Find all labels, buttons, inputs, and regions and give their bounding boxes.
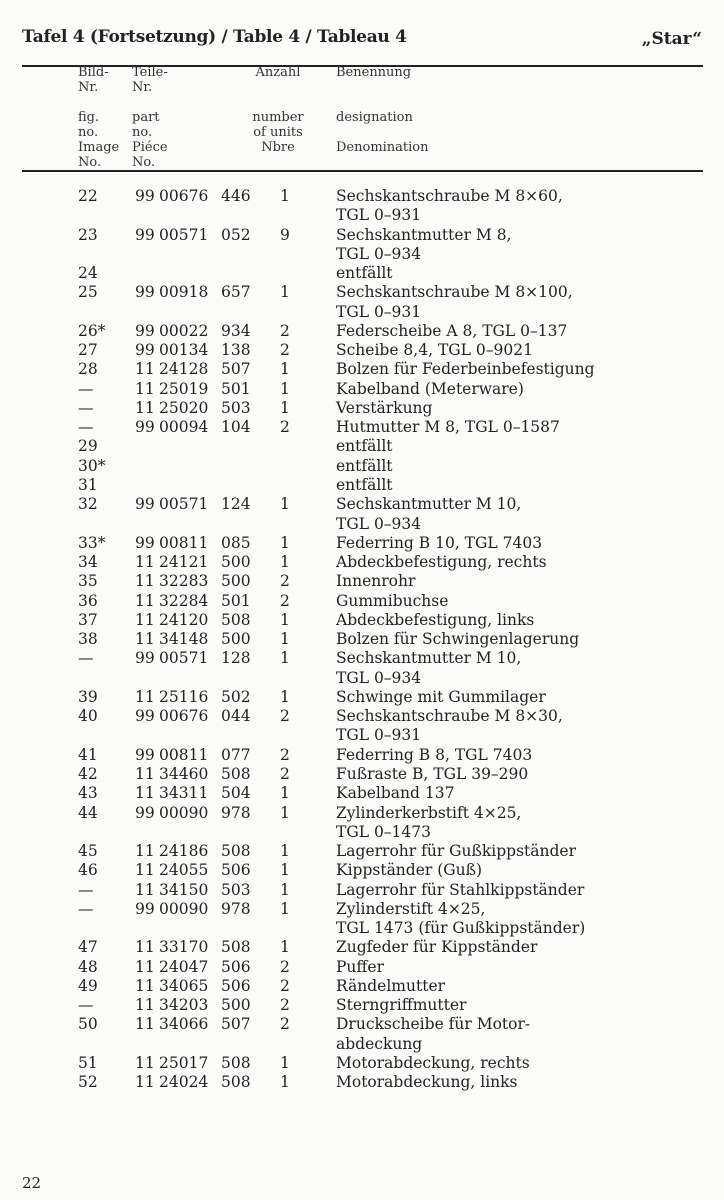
- fig-number: 34: [78, 553, 98, 572]
- fig-number: 46: [78, 861, 98, 880]
- part-number-suffix: 085: [221, 533, 251, 552]
- designation: Zylinderkerbstift 4×25, TGL 0–1473: [336, 803, 522, 841]
- quantity: 2: [280, 976, 290, 995]
- table-row: [0, 765, 724, 784]
- designation: Hutmutter M 8, TGL 0–1587: [336, 418, 560, 437]
- designation: Sechskantmutter M 10, TGL 0–934: [336, 495, 522, 533]
- designation: Lagerrohr für Gußkippständer: [336, 842, 576, 861]
- part-number-prefix: 11: [135, 861, 155, 880]
- part-number-middle: 24024: [159, 1073, 209, 1092]
- part-number-suffix: 504: [221, 784, 251, 803]
- table-row: [0, 707, 724, 746]
- quantity: 1: [280, 1073, 290, 1092]
- fig-number: 29: [78, 437, 98, 456]
- part-number-suffix: 052: [221, 225, 251, 244]
- designation: Sechskantmutter M 10, TGL 0–934: [336, 649, 522, 687]
- designation: Puffer: [336, 957, 385, 976]
- part-number-middle: 24055: [159, 861, 209, 880]
- quantity: 1: [280, 533, 290, 552]
- part-number-prefix: 11: [135, 572, 155, 591]
- fig-number: —: [78, 418, 94, 437]
- part-number-prefix: 11: [135, 976, 155, 995]
- part-number-middle: 25116: [159, 687, 209, 706]
- part-number-middle: 33170: [159, 938, 209, 957]
- quantity: 1: [280, 283, 290, 302]
- table-row: [0, 187, 724, 226]
- part-number-middle: 24128: [159, 360, 209, 379]
- table-row: [0, 457, 724, 476]
- part-number-prefix: 11: [135, 553, 155, 572]
- model-name: „Star“: [641, 29, 702, 49]
- part-number-suffix: 506: [221, 957, 251, 976]
- quantity: 2: [280, 957, 290, 976]
- part-number-middle: 00134: [159, 341, 209, 360]
- part-number-prefix: 11: [135, 996, 155, 1015]
- designation: Federring B 10, TGL 7403: [336, 533, 543, 552]
- part-number-middle: 00676: [159, 707, 209, 726]
- designation: Druckscheibe für Motor- abdeckung: [336, 1015, 531, 1053]
- designation: Abdeckbefestigung, rechts: [336, 553, 547, 572]
- table-row: [0, 360, 724, 379]
- designation: Federring B 8, TGL 7403: [336, 745, 533, 764]
- part-number-middle: 34460: [159, 764, 209, 783]
- table-row: [0, 226, 724, 265]
- fig-number: 31: [78, 475, 98, 494]
- part-number-suffix: 500: [221, 553, 251, 572]
- fig-number: 51: [78, 1053, 98, 1072]
- part-number-middle: 00571: [159, 649, 209, 668]
- table-row: [0, 784, 724, 803]
- designation: Sechskantschraube M 8×30, TGL 0–931: [336, 707, 563, 745]
- table-row: [0, 938, 724, 957]
- part-number-prefix: 11: [135, 610, 155, 629]
- table-row: [0, 900, 724, 939]
- fig-number: 35: [78, 572, 98, 591]
- designation: Zylinderstift 4×25, TGL 1473 (für Gußkippständer): [336, 899, 586, 938]
- fig-number: 50: [78, 1015, 98, 1034]
- part-number-suffix: 502: [221, 687, 251, 706]
- part-number-suffix: 657: [221, 283, 251, 302]
- designation: Sechskantmutter M 8, TGL 0–934: [336, 225, 512, 263]
- table-row: [0, 495, 724, 534]
- part-number-prefix: 11: [135, 842, 155, 861]
- fig-number: —: [78, 398, 94, 417]
- part-number-prefix: 11: [135, 1073, 155, 1092]
- part-number-prefix: 99: [135, 225, 155, 244]
- part-number-middle: 34311: [159, 784, 209, 803]
- table-row: [0, 958, 724, 977]
- fig-number: 43: [78, 784, 98, 803]
- table-row: [0, 572, 724, 591]
- part-number-prefix: 11: [135, 880, 155, 899]
- page-number: 22: [22, 1174, 42, 1192]
- quantity: 1: [280, 899, 290, 918]
- fig-number: 36: [78, 591, 98, 610]
- part-number-middle: 00571: [159, 225, 209, 244]
- part-number-suffix: 503: [221, 398, 251, 417]
- part-number-middle: 25019: [159, 379, 209, 398]
- fig-number: 23: [78, 225, 98, 244]
- designation: Bolzen für Federbeinbefestigung: [336, 360, 595, 379]
- table-row: [0, 380, 724, 399]
- parts-table: [0, 187, 724, 1092]
- table-row: [0, 649, 724, 688]
- designation: Sechskantschraube M 8×60, TGL 0–931: [336, 187, 563, 225]
- table-row: [0, 592, 724, 611]
- quantity: 1: [280, 803, 290, 822]
- table-title: Tafel 4 (Fortsetzung) / Table 4 / Tableau 4: [22, 27, 407, 47]
- fig-number: 32: [78, 495, 98, 514]
- table-row: [0, 861, 724, 880]
- fig-number: 45: [78, 842, 98, 861]
- designation: Kippständer (Guß): [336, 861, 483, 880]
- column-header-fig: Bild- Nr. fig. no. Image No.: [78, 65, 120, 170]
- part-number-suffix: 104: [221, 418, 251, 437]
- part-number-suffix: 503: [221, 880, 251, 899]
- part-number-middle: 00090: [159, 899, 209, 918]
- part-number-prefix: 99: [135, 745, 155, 764]
- quantity: 9: [280, 225, 290, 244]
- designation: entfällt: [336, 475, 393, 494]
- table-row: [0, 688, 724, 707]
- part-number-prefix: 99: [135, 533, 155, 552]
- quantity: 1: [280, 938, 290, 957]
- part-number-prefix: 99: [135, 495, 155, 514]
- designation: Rändelmutter: [336, 976, 446, 995]
- part-number-middle: 24186: [159, 842, 209, 861]
- part-number-middle: 00918: [159, 283, 209, 302]
- fig-number: 42: [78, 764, 98, 783]
- part-number-suffix: 508: [221, 610, 251, 629]
- table-row: [0, 842, 724, 861]
- part-number-prefix: 11: [135, 398, 155, 417]
- part-number-middle: 25020: [159, 398, 209, 417]
- column-header-desc: Benennung designation Denomination: [336, 65, 429, 155]
- fig-number: 49: [78, 976, 98, 995]
- designation: Scheibe 8,4, TGL 0–9021: [336, 341, 533, 360]
- quantity: 2: [280, 764, 290, 783]
- part-number-middle: 00022: [159, 321, 209, 340]
- quantity: 2: [280, 591, 290, 610]
- part-number-prefix: 11: [135, 938, 155, 957]
- part-number-prefix: 11: [135, 591, 155, 610]
- part-number-prefix: 11: [135, 1015, 155, 1034]
- fig-number: —: [78, 899, 94, 918]
- part-number-middle: 00676: [159, 187, 209, 205]
- part-number-middle: 00090: [159, 803, 209, 822]
- designation: Kabelband (Meterware): [336, 379, 524, 398]
- fig-number: 47: [78, 938, 98, 957]
- part-number-prefix: 11: [135, 957, 155, 976]
- part-number-prefix: 11: [135, 360, 155, 379]
- fig-number: 44: [78, 803, 98, 822]
- designation: Verstärkung: [336, 398, 433, 417]
- part-number-suffix: 128: [221, 649, 251, 668]
- table-row: [0, 283, 724, 322]
- table-row: [0, 322, 724, 341]
- quantity: 1: [280, 187, 290, 205]
- table-row: [0, 553, 724, 572]
- table-row: [0, 1073, 724, 1092]
- part-number-middle: 24047: [159, 957, 209, 976]
- part-number-prefix: 11: [135, 1053, 155, 1072]
- fig-number: 48: [78, 957, 98, 976]
- part-number-middle: 00094: [159, 418, 209, 437]
- quantity: 1: [280, 379, 290, 398]
- part-number-prefix: 99: [135, 321, 155, 340]
- part-number-suffix: 501: [221, 379, 251, 398]
- part-number-prefix: 99: [135, 899, 155, 918]
- part-number-middle: 32284: [159, 591, 209, 610]
- part-number-suffix: 978: [221, 899, 251, 918]
- part-number-suffix: 500: [221, 630, 251, 649]
- part-number-suffix: 506: [221, 976, 251, 995]
- table-row: [0, 804, 724, 843]
- fig-number: 38: [78, 630, 98, 649]
- designation: Abdeckbefestigung, links: [336, 610, 535, 629]
- designation: Innenrohr: [336, 572, 416, 591]
- table-row: [0, 534, 724, 553]
- part-number-middle: 00571: [159, 495, 209, 514]
- part-number-prefix: 11: [135, 687, 155, 706]
- table-row: [0, 264, 724, 283]
- part-number-prefix: 99: [135, 707, 155, 726]
- quantity: 1: [280, 495, 290, 514]
- designation: Kabelband 137: [336, 784, 455, 803]
- quantity: 1: [280, 861, 290, 880]
- quantity: 2: [280, 707, 290, 726]
- table-row: [0, 476, 724, 495]
- designation: entfällt: [336, 264, 393, 283]
- part-number-suffix: 507: [221, 360, 251, 379]
- part-number-suffix: 508: [221, 764, 251, 783]
- part-number-prefix: 11: [135, 764, 155, 783]
- fig-number: 33*: [78, 533, 106, 552]
- quantity: 2: [280, 341, 290, 360]
- designation: Gummibuchse: [336, 591, 449, 610]
- part-number-middle: 24121: [159, 553, 209, 572]
- fig-number: 39: [78, 687, 98, 706]
- part-number-suffix: 978: [221, 803, 251, 822]
- part-number-prefix: 11: [135, 379, 155, 398]
- table-row: [0, 341, 724, 360]
- part-number-suffix: 934: [221, 321, 251, 340]
- designation: Sechskantschraube M 8×100, TGL 0–931: [336, 283, 573, 321]
- quantity: 2: [280, 745, 290, 764]
- table-row: [0, 399, 724, 418]
- quantity: 1: [280, 1053, 290, 1072]
- designation: Federscheibe A 8, TGL 0–137: [336, 321, 568, 340]
- fig-number: 37: [78, 610, 98, 629]
- part-number-middle: 25017: [159, 1053, 209, 1072]
- part-number-prefix: 99: [135, 341, 155, 360]
- quantity: 2: [280, 996, 290, 1015]
- part-number-middle: 32283: [159, 572, 209, 591]
- designation: entfällt: [336, 456, 393, 475]
- part-number-suffix: 138: [221, 341, 251, 360]
- part-number-suffix: 508: [221, 938, 251, 957]
- part-number-suffix: 508: [221, 1073, 251, 1092]
- fig-number: 52: [78, 1073, 98, 1092]
- designation: entfällt: [336, 437, 393, 456]
- part-number-prefix: 99: [135, 649, 155, 668]
- designation: Schwinge mit Gummilager: [336, 687, 546, 706]
- quantity: 2: [280, 572, 290, 591]
- designation: Zugfeder für Kippständer: [336, 938, 538, 957]
- fig-number: —: [78, 649, 94, 668]
- part-number-suffix: 501: [221, 591, 251, 610]
- part-number-suffix: 044: [221, 707, 251, 726]
- quantity: 1: [280, 687, 290, 706]
- fig-number: 25: [78, 283, 98, 302]
- quantity: 1: [280, 553, 290, 572]
- designation: Motorabdeckung, rechts: [336, 1053, 530, 1072]
- part-number-suffix: 500: [221, 572, 251, 591]
- fig-number: —: [78, 379, 94, 398]
- fig-number: —: [78, 880, 94, 899]
- part-number-middle: 00811: [159, 745, 209, 764]
- part-number-middle: 34065: [159, 976, 209, 995]
- quantity: 1: [280, 610, 290, 629]
- part-number-prefix: 99: [135, 803, 155, 822]
- designation: Lagerrohr für Stahlkippständer: [336, 880, 585, 899]
- part-number-suffix: 077: [221, 745, 251, 764]
- quantity: 1: [280, 649, 290, 668]
- quantity: 1: [280, 842, 290, 861]
- part-number-middle: 34066: [159, 1015, 209, 1034]
- part-number-middle: 24120: [159, 610, 209, 629]
- designation: Motorabdeckung, links: [336, 1073, 518, 1092]
- part-number-suffix: 508: [221, 842, 251, 861]
- designation: Sterngriffmutter: [336, 996, 467, 1015]
- part-number-middle: 34148: [159, 630, 209, 649]
- part-number-suffix: 124: [221, 495, 251, 514]
- fig-number: 26*: [78, 321, 106, 340]
- part-number-prefix: 11: [135, 630, 155, 649]
- table-row: [0, 1054, 724, 1073]
- fig-number: 40: [78, 707, 98, 726]
- part-number-suffix: 506: [221, 861, 251, 880]
- table-row: [0, 611, 724, 630]
- table-row: [0, 977, 724, 996]
- table-row: [0, 881, 724, 900]
- part-number-suffix: 446: [221, 187, 251, 205]
- fig-number: 27: [78, 341, 98, 360]
- table-row: [0, 746, 724, 765]
- quantity: 1: [280, 880, 290, 899]
- part-number-prefix: 99: [135, 187, 155, 205]
- part-number-suffix: 507: [221, 1015, 251, 1034]
- column-header-qty: Anzahl number of units Nbre: [252, 65, 304, 155]
- quantity: 2: [280, 1015, 290, 1034]
- header-divider: [22, 170, 703, 172]
- table-row: [0, 418, 724, 437]
- quantity: 1: [280, 630, 290, 649]
- designation: Bolzen für Schwingenlagerung: [336, 630, 580, 649]
- column-header-part: Teile- Nr. part no. Piéce No.: [132, 65, 168, 170]
- part-number-suffix: 508: [221, 1053, 251, 1072]
- fig-number: 28: [78, 360, 98, 379]
- quantity: 1: [280, 784, 290, 803]
- part-number-suffix: 500: [221, 996, 251, 1015]
- part-number-prefix: 99: [135, 283, 155, 302]
- fig-number: 30*: [78, 456, 106, 475]
- fig-number: 24: [78, 264, 98, 283]
- part-number-middle: 00811: [159, 533, 209, 552]
- part-number-middle: 34203: [159, 996, 209, 1015]
- quantity: 1: [280, 360, 290, 379]
- fig-number: 41: [78, 745, 98, 764]
- quantity: 2: [280, 321, 290, 340]
- table-row: [0, 996, 724, 1015]
- table-row: [0, 630, 724, 649]
- table-row: [0, 1015, 724, 1054]
- part-number-middle: 34150: [159, 880, 209, 899]
- part-number-prefix: 11: [135, 784, 155, 803]
- part-number-prefix: 99: [135, 418, 155, 437]
- quantity: 1: [280, 398, 290, 417]
- table-row: [0, 437, 724, 456]
- quantity: 2: [280, 418, 290, 437]
- fig-number: 22: [78, 187, 98, 205]
- designation: Fußraste B, TGL 39–290: [336, 764, 529, 783]
- fig-number: —: [78, 996, 94, 1015]
